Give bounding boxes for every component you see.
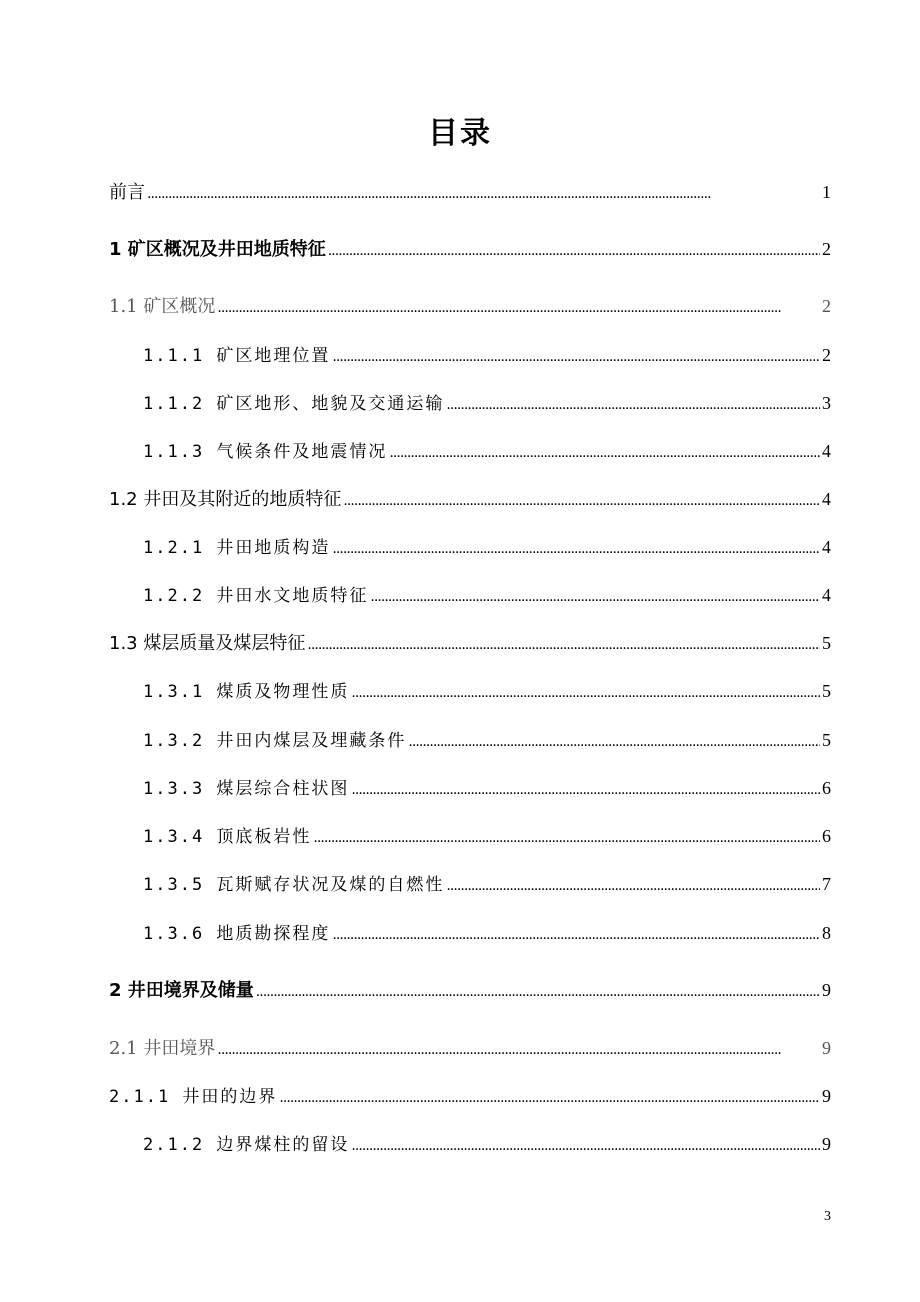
- toc-entry-label: 1.2 井田及其附近的地质特征: [109, 489, 342, 510]
- toc-entry-label: 2 井田境界及储量: [109, 980, 254, 1001]
- toc-entry-page: 8: [822, 923, 831, 943]
- toc-dot-leader: [351, 678, 820, 708]
- toc-entry-page: 4: [822, 489, 831, 509]
- toc-entry-label: 1.3.6 地质勘探程度: [143, 924, 331, 944]
- toc-entry-page: 4: [822, 441, 831, 461]
- toc-entry-section-1-3-6[interactable]: [143, 918, 831, 948]
- toc-dot-leader: [307, 630, 820, 660]
- toc-entry-page: 9: [822, 1086, 831, 1106]
- toc-entry-section-1-3-3[interactable]: [143, 773, 831, 803]
- toc-dot-leader: [332, 920, 820, 950]
- toc-entry-page: 6: [822, 826, 831, 846]
- toc-entry-label: 1.3.1 煤质及物理性质: [143, 682, 350, 702]
- toc-dot-leader: [256, 977, 820, 1007]
- toc-entry-section-1-1-2[interactable]: [143, 388, 831, 418]
- toc-entry-label: 1.2.2 井田水文地质特征: [143, 586, 369, 606]
- toc-entry-page: 5: [822, 730, 831, 750]
- footer-page-number: 3: [824, 1209, 831, 1224]
- toc-dot-leader: [332, 534, 820, 564]
- toc-entry-section-2-1[interactable]: [109, 1033, 831, 1063]
- toc-entry-label: 前言: [109, 182, 145, 203]
- toc-entry-page: 5: [822, 633, 831, 653]
- toc-entry-label: 1.1.2 矿区地形、地貌及交通运输: [143, 394, 445, 414]
- toc-entry-section-1-3[interactable]: [109, 628, 831, 658]
- toc-dot-leader: [328, 236, 820, 266]
- toc-entry-chapter-2[interactable]: [109, 975, 831, 1005]
- toc-entry-label: 1.3.5 瓦斯赋存状况及煤的自燃性: [143, 875, 445, 895]
- toc-entry-page: 9: [822, 1038, 831, 1058]
- toc-entry-page: 5: [822, 681, 831, 701]
- toc-entry-section-1-2-2[interactable]: [143, 580, 831, 610]
- toc-entry-page: 2: [822, 296, 831, 316]
- toc-entry-page: 4: [822, 585, 831, 605]
- toc-dot-leader: [408, 727, 820, 757]
- toc-dot-leader: [446, 390, 820, 420]
- toc-entry-label: 1.1 矿区概况: [109, 296, 216, 317]
- toc-entry-section-2-1-2[interactable]: [143, 1129, 831, 1159]
- toc-entry-section-1-1-3[interactable]: [143, 436, 831, 466]
- toc-entry-label: 2.1.1 井田的边界: [109, 1087, 278, 1107]
- toc-dot-leader: [217, 293, 820, 323]
- toc-entry-section-1-1[interactable]: [109, 291, 831, 321]
- toc-entry-label: 1.3 煤层质量及煤层特征: [109, 633, 306, 654]
- toc-entry-page: 6: [822, 778, 831, 798]
- toc-entry-page: 4: [822, 537, 831, 557]
- toc-entry-label: 1.2.1 井田地质构造: [143, 538, 331, 558]
- toc-dot-leader: [351, 1131, 820, 1161]
- toc-entry-label: 2.1.2 边界煤柱的留设: [143, 1135, 350, 1155]
- toc-dot-leader: [389, 438, 820, 468]
- toc-entry-page: 3: [822, 393, 831, 413]
- toc-entry-page: 7: [822, 874, 831, 894]
- toc-entry-label: 1.3.2 井田内煤层及埋藏条件: [143, 731, 407, 751]
- toc-entry-section-1-2[interactable]: [109, 484, 831, 514]
- toc-entry-page: 9: [822, 980, 831, 1000]
- toc-entry-section-1-3-4[interactable]: [143, 821, 831, 851]
- toc-entry-label: 1.1.3 气候条件及地震情况: [143, 442, 388, 462]
- toc-entry-section-1-3-5[interactable]: [143, 869, 831, 899]
- toc-entry-preface[interactable]: [109, 177, 831, 207]
- toc-dot-leader: [147, 179, 820, 209]
- toc-entry-section-2-1-1[interactable]: [109, 1081, 831, 1111]
- toc-dot-leader: [343, 486, 820, 516]
- page-title: 目录: [428, 116, 492, 151]
- toc-entry-label: 1 矿区概况及井田地质特征: [109, 239, 326, 260]
- toc-entry-page: 2: [822, 345, 831, 365]
- toc-entry-page: 1: [822, 182, 831, 202]
- toc-entry-label: 1.3.4 顶底板岩性: [143, 827, 312, 847]
- toc-entry-section-1-3-1[interactable]: [143, 676, 831, 706]
- toc-dot-leader: [313, 823, 820, 853]
- toc-entry-section-1-3-2[interactable]: [143, 725, 831, 755]
- toc-entry-chapter-1[interactable]: [109, 234, 831, 264]
- toc-dot-leader: [332, 342, 820, 372]
- toc-dot-leader: [370, 582, 820, 612]
- toc-entry-page: 9: [822, 1134, 831, 1154]
- toc-entry-label: 2.1 井田境界: [109, 1038, 216, 1059]
- toc-entry-label: 1.3.3 煤层综合柱状图: [143, 779, 350, 799]
- toc-dot-leader: [217, 1035, 820, 1065]
- toc-entry-section-1-1-1[interactable]: [143, 340, 831, 370]
- toc-dot-leader: [446, 871, 820, 901]
- toc-dot-leader: [279, 1083, 820, 1113]
- toc-entry-section-1-2-1[interactable]: [143, 532, 831, 562]
- toc-dot-leader: [351, 775, 820, 805]
- toc-entry-page: 2: [822, 239, 831, 259]
- toc-entry-label: 1.1.1 矿区地理位置: [143, 346, 331, 366]
